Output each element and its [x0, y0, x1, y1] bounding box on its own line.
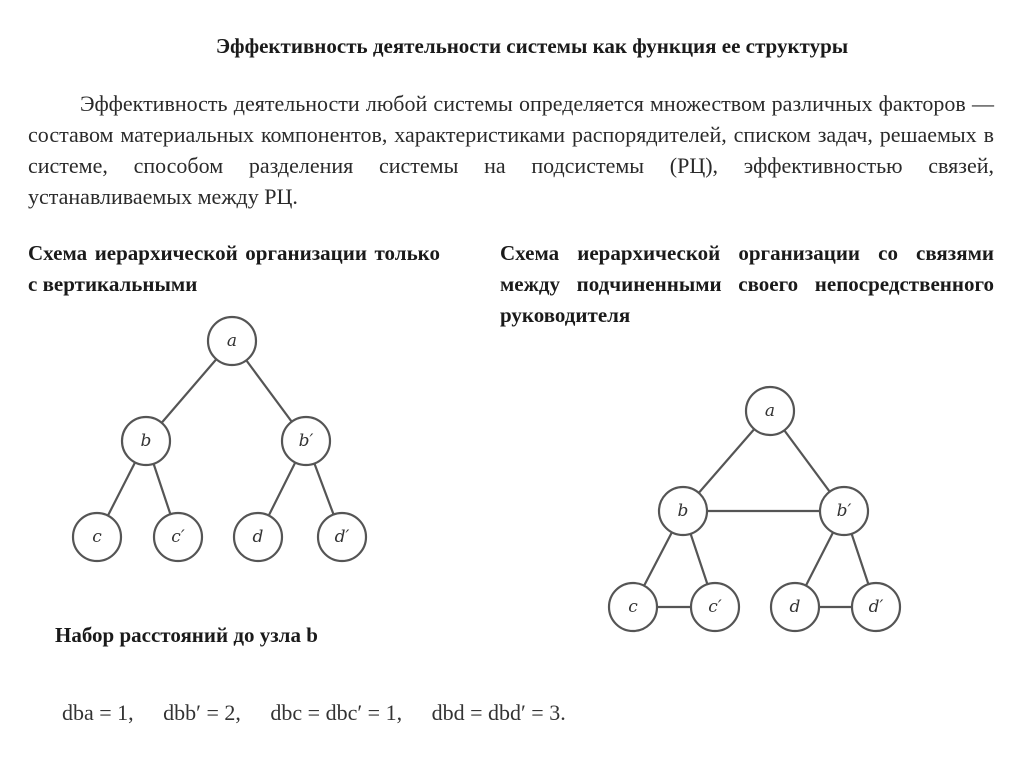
- node-c: [73, 513, 121, 561]
- svg-text:b: b: [677, 501, 689, 521]
- node-a: [746, 387, 794, 435]
- node-b: [659, 487, 707, 535]
- distance-heading: Набор расстояний до узла b: [55, 623, 318, 647]
- svg-text:d′: d′: [868, 597, 884, 617]
- distance-formulas: [62, 700, 590, 726]
- svg-text:c: c: [92, 527, 102, 547]
- node-d: [234, 513, 282, 561]
- node-c-prime: [691, 583, 739, 631]
- node-d-prime: [318, 513, 366, 561]
- svg-text:b′: b′: [298, 431, 314, 451]
- svg-text:d: d: [252, 527, 264, 547]
- svg-text:b: b: [140, 431, 152, 451]
- node-d-prime: [852, 583, 900, 631]
- svg-text:a: a: [764, 401, 776, 421]
- right-hierarchy-diagram: [600, 378, 920, 648]
- formula-dbd: dbd = dbd′ = 3.: [431, 700, 566, 725]
- node-b-prime: [820, 487, 868, 535]
- node-b-prime: [282, 417, 330, 465]
- svg-text:c: c: [628, 597, 638, 617]
- intro-paragraph: Эффективность деятельности любой системы определяется множеством различных факторов — составом материальных компонентов, характеристиками распорядителей, списком задач, решаемых в системе, способом разделения системы на подсистемы (РЦ), эффективностью связей, устанавливаемых между РЦ.: [28, 91, 994, 209]
- left-scheme-heading: Схема иерархической организации только с вертикальными: [28, 241, 440, 296]
- left-hierarchy-diagram: [60, 310, 380, 580]
- svg-text:a: a: [226, 331, 238, 351]
- node-a: [208, 317, 256, 365]
- slide-title: Эффективность деятельности системы как функция ее структуры: [215, 34, 849, 58]
- node-c: [609, 583, 657, 631]
- formula-dba: dba = 1,: [62, 700, 134, 725]
- svg-text:d′: d′: [334, 527, 350, 547]
- svg-text:d: d: [789, 597, 801, 617]
- node-d: [771, 583, 819, 631]
- node-b: [122, 417, 170, 465]
- node-c-prime: [154, 513, 202, 561]
- right-scheme-heading: Схема иерархической организации со связями между подчиненными своего непосредственного руководителя: [500, 241, 994, 327]
- svg-text:b′: b′: [836, 501, 852, 521]
- formula-dbc: dbc = dbc′ = 1,: [270, 700, 403, 725]
- svg-text:c′: c′: [708, 597, 722, 617]
- formula-dbb: dbb′ = 2,: [163, 700, 241, 725]
- svg-text:c′: c′: [171, 527, 185, 547]
